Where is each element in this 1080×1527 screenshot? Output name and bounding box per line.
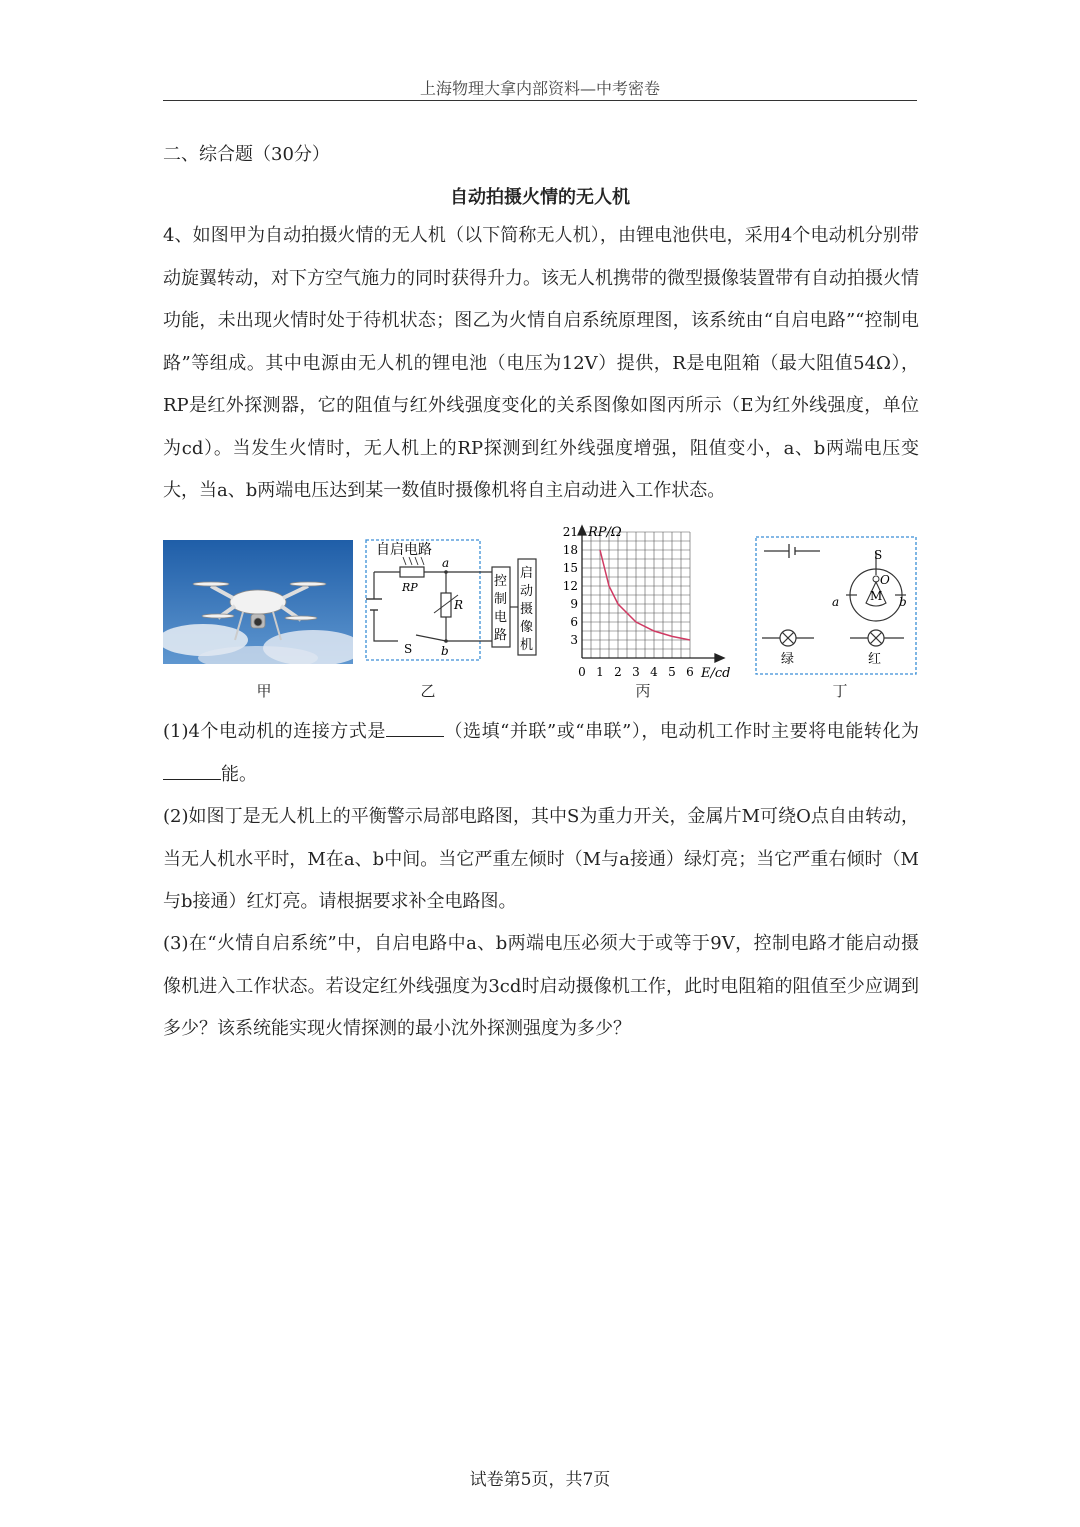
- control-char: 制: [494, 592, 508, 607]
- battery-symbol: [764, 544, 820, 558]
- y-tick-label: 3: [570, 633, 578, 647]
- question-title: 自动拍摄火情的无人机: [450, 187, 630, 208]
- y-tick-label: 12: [562, 579, 578, 593]
- label-b: b: [441, 644, 449, 658]
- circuit-diagram-ding: [754, 535, 920, 677]
- node-a: [444, 570, 448, 574]
- drone-photo: [163, 540, 353, 664]
- question-3: (3)在“火情自启系统”中，自启电路中a、b两端电压必须大于或等于9V，控制电路才能启动摄像机进入工作状态。若设定红外线强度为3cd时启动摄像机工作，此时电阻箱的阻值至少应调到多少？该系统能实现火情探测的最小沈外探测强度为多少？: [163, 933, 919, 1039]
- question-2: (2)如图丁是无人机上的平衡警示局部电路图，其中S为重力开关，金属片M可绕O点自由转动，当无人机水平时，M在a、b中间。当它严重左倾时（M与a接通）绿灯亮；当它严重右倾时（M与b接通）红灯亮。请根据要求补全电路图。: [163, 806, 919, 912]
- page-footer: 试卷第5页，共7页: [469, 1470, 611, 1490]
- red-lamp: [850, 630, 904, 646]
- q1-text: (1)4个电动机的连接方式是: [163, 721, 386, 742]
- x-tick-label: 4: [650, 665, 658, 679]
- y-tick-label: 9: [570, 597, 578, 611]
- y-tick-label: 21: [562, 525, 578, 539]
- label-a: a: [832, 595, 840, 609]
- y-tick-label: 15: [562, 561, 578, 575]
- q1-text: （选填“并联”或“串联”），电动机工作时主要将电能转化为: [443, 721, 919, 742]
- label-o: O: [880, 573, 890, 587]
- x-tick-label: 0: [578, 665, 586, 679]
- camera-char: 动: [520, 584, 534, 599]
- label-green: 绿: [781, 652, 795, 667]
- label-s: S: [874, 548, 883, 562]
- label-b: b: [899, 595, 907, 609]
- x-tick-label: 1: [596, 665, 604, 679]
- label-red: 红: [868, 652, 882, 667]
- rp-detector: [400, 567, 424, 577]
- camera-char: 像: [520, 620, 534, 635]
- y-tick-label: 6: [570, 615, 578, 629]
- x-tick-label: 6: [686, 665, 694, 679]
- chart-grid: [582, 532, 690, 658]
- control-char: 路: [494, 628, 508, 643]
- label-r: R: [454, 598, 464, 612]
- camera-char: 机: [520, 638, 534, 653]
- label-a: a: [442, 556, 450, 570]
- q1-text: 能。: [221, 763, 257, 785]
- question-1: [163, 711, 919, 796]
- answer-blank-1[interactable]: [386, 718, 444, 737]
- x-tick-label: 2: [614, 665, 622, 679]
- y-tick-label: 18: [562, 543, 578, 557]
- header-divider: [163, 100, 917, 101]
- caption-jia: 甲: [256, 682, 272, 700]
- y-axis-label: RP/Ω: [588, 525, 622, 540]
- label-rp: RP: [402, 581, 418, 594]
- ir-arrows: [403, 557, 424, 565]
- x-axis-label: E/cd: [701, 666, 731, 681]
- x-tick-label: 3: [632, 665, 640, 679]
- node-b: [444, 639, 448, 643]
- camera-char: 启: [520, 566, 534, 581]
- question-intro: 4、如图甲为自动拍摄火情的无人机（以下简称无人机），由锂电池供电，采用4个电动机分别带动旋翼转动，对下方空气施力的同时获得升力。该无人机携带的微型摄像装置带有自动拍摄火情功能，未出现火情时处于待机状态；图乙为火情自启系统原理图，该系统由“自启电路”“控制电路”等组成。其中电源由无人机的锂电池（电压为12V）提供，R是电阻箱（最大阻值54Ω），RP是红外探测器，它的阻值与红外线强度变化的关系图像如图丙所示（E为红外线强度，单位为cd）。当发生火情时，无人机上的RP探测到红外线强度增强，阻值变小，a、b两端电压变大，当a、b两端电压达到某一数值时摄像机将自主启动进入工作状态。: [163, 225, 919, 501]
- wire-left-bottom: [374, 610, 398, 641]
- page-header: 上海物理大拿内部资料—中考密卷: [419, 79, 660, 98]
- box-label: 自启电路: [376, 542, 432, 558]
- circuit-diagram-yi: [362, 535, 547, 665]
- x-tick-label: 5: [668, 665, 676, 679]
- caption-ding: 丁: [832, 682, 848, 700]
- green-lamp: [762, 630, 814, 646]
- answer-blank-2[interactable]: [163, 761, 221, 780]
- label-s: S: [404, 642, 413, 656]
- control-char: 电: [494, 610, 508, 625]
- camera-char: 摄: [520, 602, 534, 617]
- caption-yi: 乙: [420, 682, 436, 700]
- battery-symbol: [366, 599, 382, 610]
- resistor-box-r: [441, 593, 451, 617]
- label-m: M: [870, 589, 883, 603]
- caption-bing: 丙: [635, 682, 651, 700]
- rp-e-chart: [558, 520, 748, 685]
- section-heading: 二、综合题（30分）: [163, 144, 330, 165]
- control-char: 控: [494, 574, 508, 589]
